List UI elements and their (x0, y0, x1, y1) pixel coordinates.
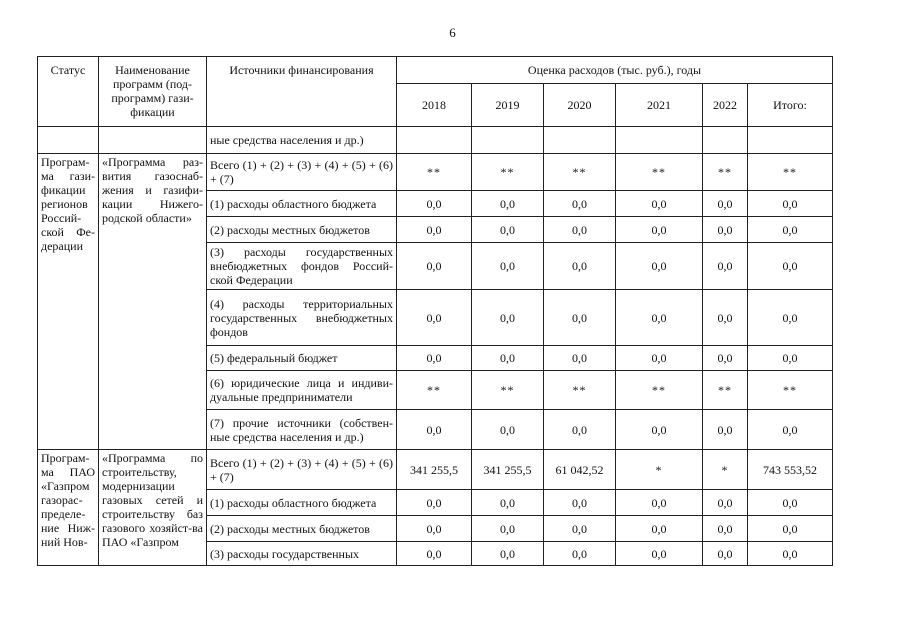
header-year: 2020 (544, 84, 616, 127)
value-cell: 0,0 (472, 191, 544, 217)
value-cell: 0,0 (616, 191, 703, 217)
value-cell: 0,0 (703, 490, 748, 516)
value-cell: 0,0 (703, 346, 748, 371)
value-cell: 0,0 (544, 243, 616, 290)
value-cell: 0,0 (544, 542, 616, 566)
value-cell: ** (616, 371, 703, 410)
value-cell: 61 042,52 (544, 450, 616, 490)
value-cell: ** (616, 154, 703, 191)
value-cell: 0,0 (472, 290, 544, 346)
source-cell: Всего (1) + (2) + (3) + (4) + (5) + (6) + (7) (207, 450, 397, 490)
value-cell: 341 255,5 (472, 450, 544, 490)
table-row (38, 154, 833, 191)
value-cell: 0,0 (703, 290, 748, 346)
value-cell: 0,0 (544, 191, 616, 217)
total-cell: ** (748, 154, 833, 191)
value-cell: ** (397, 371, 472, 410)
header-program-name: Наименование программ (под-программ) гази-фикации (99, 57, 207, 127)
page-number: 6 (449, 25, 456, 40)
value-cell: * (703, 450, 748, 490)
value-cell: 0,0 (472, 217, 544, 243)
header-status: Статус (38, 57, 99, 127)
source-cell: (1) расходы областного бюджета (207, 490, 397, 516)
value-cell: 0,0 (397, 516, 472, 542)
value-cell: 0,0 (616, 410, 703, 450)
value-cell: 0,0 (703, 516, 748, 542)
value-cell: 0,0 (544, 346, 616, 371)
source-cell: ные средства населения и др.) (207, 127, 397, 154)
header-estimate: Оценка расходов (тыс. руб.), годы (397, 57, 833, 84)
source-cell: (1) расходы областного бюджета (207, 191, 397, 217)
table-body (38, 127, 833, 566)
value-cell: 0,0 (616, 243, 703, 290)
value-cell: 0,0 (472, 542, 544, 566)
value-cell: 0,0 (472, 490, 544, 516)
source-cell: (6) юридические лица и индиви-дуальные предприниматели (207, 371, 397, 410)
value-cell: ** (397, 154, 472, 191)
value-cell: 0,0 (616, 516, 703, 542)
header-sources: Источники финансирования (207, 57, 397, 127)
value-cell: 0,0 (703, 542, 748, 566)
total-cell: 0,0 (748, 410, 833, 450)
value-cell: ** (472, 371, 544, 410)
value-cell: 0,0 (544, 516, 616, 542)
value-cell: 0,0 (616, 217, 703, 243)
total-cell: 743 553,52 (748, 450, 833, 490)
total-cell: 0,0 (748, 346, 833, 371)
source-cell: (2) расходы местных бюджетов (207, 516, 397, 542)
header-year: 2021 (616, 84, 703, 127)
value-cell: 0,0 (703, 243, 748, 290)
source-cell: (2) расходы местных бюджетов (207, 217, 397, 243)
total-cell: 0,0 (748, 516, 833, 542)
value-cell: 0,0 (472, 346, 544, 371)
value-cell: 0,0 (544, 490, 616, 516)
value-cell: 0,0 (472, 516, 544, 542)
value-cell: 0,0 (397, 490, 472, 516)
header-year: 2022 (703, 84, 748, 127)
value-cell: 0,0 (616, 346, 703, 371)
value-cell: ** (544, 371, 616, 410)
value-cell: 0,0 (397, 346, 472, 371)
value-cell: 0,0 (472, 410, 544, 450)
value-cell: ** (472, 154, 544, 191)
value-cell: ** (703, 371, 748, 410)
continuation-row (38, 127, 833, 154)
value-cell: 0,0 (397, 410, 472, 450)
program-name-cell (99, 127, 207, 154)
table-row (38, 450, 833, 490)
value-cell: 341 255,5 (397, 450, 472, 490)
source-cell: (3) расходы государственных внебюджетных фондов Россий-ской Федерации (207, 243, 397, 290)
value-cell: 0,0 (616, 490, 703, 516)
source-cell: (3) расходы государственных (207, 542, 397, 566)
value-cell: 0,0 (616, 542, 703, 566)
status-cell: Програм-ма ПАО «Газпром газорас-пределе-ние Ниж-ний Нов- (38, 450, 99, 566)
value-cell: 0,0 (544, 290, 616, 346)
value-cell: * (616, 450, 703, 490)
value-cell: 0,0 (397, 217, 472, 243)
total-cell: 0,0 (748, 490, 833, 516)
value-cell: 0,0 (703, 217, 748, 243)
total-cell: ** (748, 371, 833, 410)
status-cell (38, 127, 99, 154)
total-cell: 0,0 (748, 191, 833, 217)
expenditure-table (37, 56, 833, 566)
header-total: Итого: (748, 84, 833, 127)
total-cell: 0,0 (748, 290, 833, 346)
total-cell: 0,0 (748, 243, 833, 290)
value-cell: 0,0 (544, 217, 616, 243)
value-cell: ** (703, 154, 748, 191)
value-cell: 0,0 (397, 243, 472, 290)
value-cell: 0,0 (472, 243, 544, 290)
value-cell: 0,0 (397, 542, 472, 566)
source-cell: (7) прочие источники (собствен-ные средства населения и др.) (207, 410, 397, 450)
header-year: 2019 (472, 84, 544, 127)
header-row-1 (38, 57, 833, 84)
value-cell: 0,0 (397, 191, 472, 217)
status-cell: Програм-ма гази-фикации регионов Россий-ской Фе-дерации (38, 154, 99, 450)
value-cell: 0,0 (703, 191, 748, 217)
value-cell: ** (544, 154, 616, 191)
value-cell: 0,0 (703, 410, 748, 450)
source-cell: (5) федеральный бюджет (207, 346, 397, 371)
program-name-cell: «Программа раз-вития газоснаб-жения и газифи-кации Нижего-родской области» (99, 154, 207, 450)
value-cell: 0,0 (616, 290, 703, 346)
value-cell: 0,0 (397, 290, 472, 346)
total-cell: 0,0 (748, 217, 833, 243)
header-year: 2018 (397, 84, 472, 127)
total-cell: 0,0 (748, 542, 833, 566)
source-cell: (4) расходы территориальных государственных внебюджетных фондов (207, 290, 397, 346)
program-name-cell: «Программа по строительству, модернизации газовых сетей и строительству баз газового хозяйст-ва ПАО «Газпром (99, 450, 207, 566)
source-cell: Всего (1) + (2) + (3) + (4) + (5) + (6) + (7) (207, 154, 397, 191)
value-cell: 0,0 (544, 410, 616, 450)
